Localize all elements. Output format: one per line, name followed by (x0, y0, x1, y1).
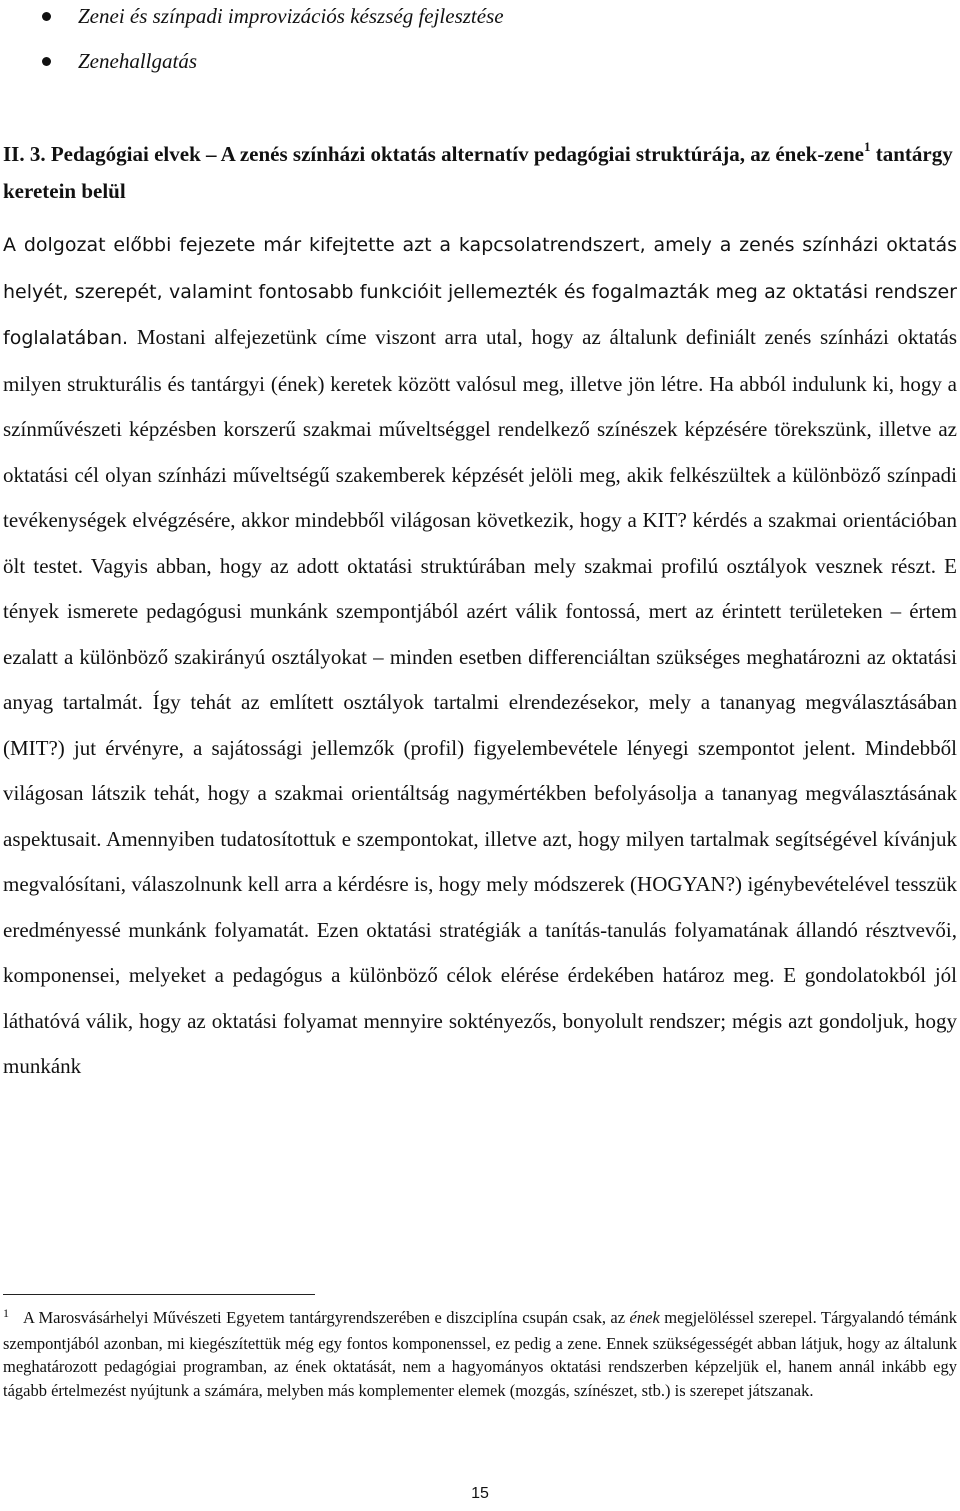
bullet-text: Zenehallgatás (78, 49, 197, 73)
bullet-dot-icon (42, 12, 51, 21)
heading-text-end: tantárgy keretein belül (3, 142, 953, 203)
section-heading (3, 136, 958, 210)
footnote-reference: 1 (863, 139, 871, 154)
footnote-separator (3, 1294, 315, 1295)
footnote-text: A Marosvásárhelyi Művészeti Egyetem tantárgyrendszerében e diszciplína csupán csak, az (23, 1308, 630, 1327)
body-main-text: Mostani alfejezetünk címe viszont arra utal, hogy az általunk definiált zenés színházi oktatás milyen strukturális és tantárgyi (ének) keretek között valósul meg, illetve jön létre. Ha abból indulunk ki, hogy a színművészeti képzésben korszerű szakmai műveltséggel rendelkező színészek képzésére törekszünk, illetve az oktatási cél olyan színházi műveltségű szakemberek képzését jelöli meg, akik felkészültek a különböző színpadi tevékenységek elvégzésére, akkor mindebből világosan következik, hogy a KIT? kérdés a szakmai orientációban ölt testet. Vagyis abban, hogy az adott oktatási struktúrában mely szakmai profilú osztályok vesznek részt. E tények ismerete pedagógusi munkánk szempontjából azért válik fontossá, mert az érintett területeken – értem ezalatt a különböző szakirányú osztályokat – minden esetben differenciáltan szükséges meghatározni az oktatási anyag tartalmát. Így tehát az említett osztályok tartalmi elrendezésekor, mely a tananyag megválasztásában (MIT?) jut érvényre, a sajátossági jellemzők (profil) figyelembevétele lényegi szempontot jelent. Mindebből világosan látszik tehát, hogy a szakmai orientáltság nagymértékben befolyásolja a tananyag megválasztásának aspektusait. Amennyiben tudatosítottuk e szempontokat, illetve azt, hogy milyen tartalmak segítségével kívánjuk megvalósítani, válaszolnunk kell arra a kérdésre is, hogy mely módszerek (HOGYAN?) igénybevételével tesszük eredményessé munkánk folyamatát. Ezen oktatási stratégiák a tanítás-tanulás folyamatának állandó résztvevői, komponensei, melyeket a pedagógus a különböző célok elérése érdekében határoz meg. E gondolatokból jól láthatóvá válik, hogy az oktatási folyamat mennyire soktényezős, bonyolult rendszer; mégis azt gondoljuk, hogy munkánk (3, 325, 957, 1078)
heading-text: II. 3. Pedagógiai elvek – A zenés színházi oktatás alternatív pedagógiai struktúrája, az ének-zene (3, 142, 864, 166)
footnote-text-end: megjelöléssel szerepel. Tárgyalandó témánk szempontjából azonban, mi kiegészítettük még egy fontos komponenssel, ez pedig a zene. Ennek szükségességét abban látjuk, hogy az általunk meghatározott pedagógiai programban, az ének oktatását, nem a hagyományos oktatási rendszerben képzeljük el, hanem annál inkább egy tágabb értelmezést nyújtunk a számára, melyben más komplementer elemek (mozgás, színészet, stb.) is szerepet játszanak. (3, 1308, 957, 1401)
body-intro-text: A dolgozat előbbi fejezete már kifejtette azt a kapcsolatrendszert, amely a zenés színházi oktatás helyét, szerepét, valamint fontosabb funkcióit jellemezték és fogalmazták meg az oktatási rendszer foglalatában. (3, 234, 957, 349)
page-number: 15 (471, 1485, 489, 1502)
footnote (3, 1306, 957, 1403)
bullet-dot-icon (42, 57, 51, 66)
body-paragraph (3, 222, 957, 1090)
footnote-emphasis: ének (629, 1308, 660, 1327)
bullet-text: Zenei és színpadi improvizációs készség fejlesztése (78, 4, 504, 28)
footnote-number: 1 (3, 1306, 9, 1320)
